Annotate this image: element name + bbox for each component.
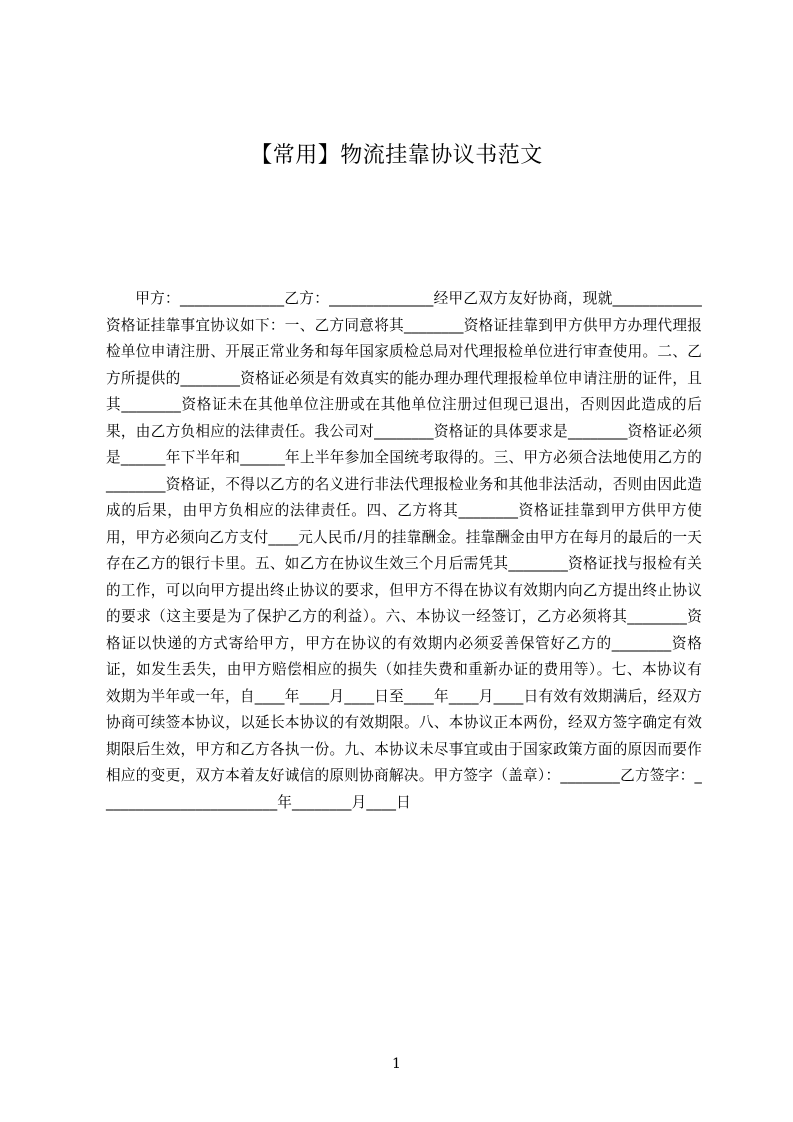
agreement-body-text: 甲方：______________乙方：______________经甲乙双方友好协商，现就____________资格证挂靠事宜协议如下：一、乙方同意将其________资格证挂靠到甲方供甲方办理代理报检单位申请注册、开展正常业务和每年国家质检总局对代理报检单位进行审查使用。二、乙方所提供的________资格证必须是有效真实的能办理办理代理报检单位申请注册的证件，且其________资格证未在其他单位注册或在其他单位注册过但现已退出，否则因此造成的后果，由乙方负相应的法律责任。我公司对________资格证的具体要求是________资格证必须是______年下半年和______年上半年参加全国统考取得的。三、甲方必须合法地使用乙方的________资格证，不得以乙方的名义进行非法代理报检业务和其他非法活动，否则由因此造成的后果，由甲方负相应的法律责任。四、乙方将其________资格证挂靠到甲方供甲方使用，甲方必须向乙方支付____元人民币/月的挂靠酬金。挂靠酬金由甲方在每月的最后的一天存在乙方的银行卡里。五、如乙方在协议生效三个月后需凭其________资格证找与报检有关的工作，可以向甲方提出终止协议的要求，但甲方不得在协议有效期内向乙方提出终止协议的要求（这主要是为了保护乙方的利益）。六、本协议一经签订，乙方必须将其________资格证以快递的方式寄给甲方，甲方在协议的有效期内必须妥善保管好乙方的________资格证，如发生丢失，由甲方赔偿相应的损失（如挂失费和重新办证的费用等）。七、本协议有效期为半年或一年，自____年____月____日至____年____月____日有效有效期满后，经双方协商可续签本协议，以延长本协议的有效期限。八、本协议正本两份，经双方签字确定有效期限后生效，甲方和乙方各执一份。九、本协议未尽事宜或由于国家政策方面的原因而要作相应的变更，双方本着友好诚信的原则协商解决。甲方签字（盖章）：________乙方签字：________________________年________月____日 <box>106 290 702 811</box>
document-title: 【常用】物流挂靠协议书范文 <box>250 143 543 168</box>
page-number: 1 <box>392 1056 401 1072</box>
